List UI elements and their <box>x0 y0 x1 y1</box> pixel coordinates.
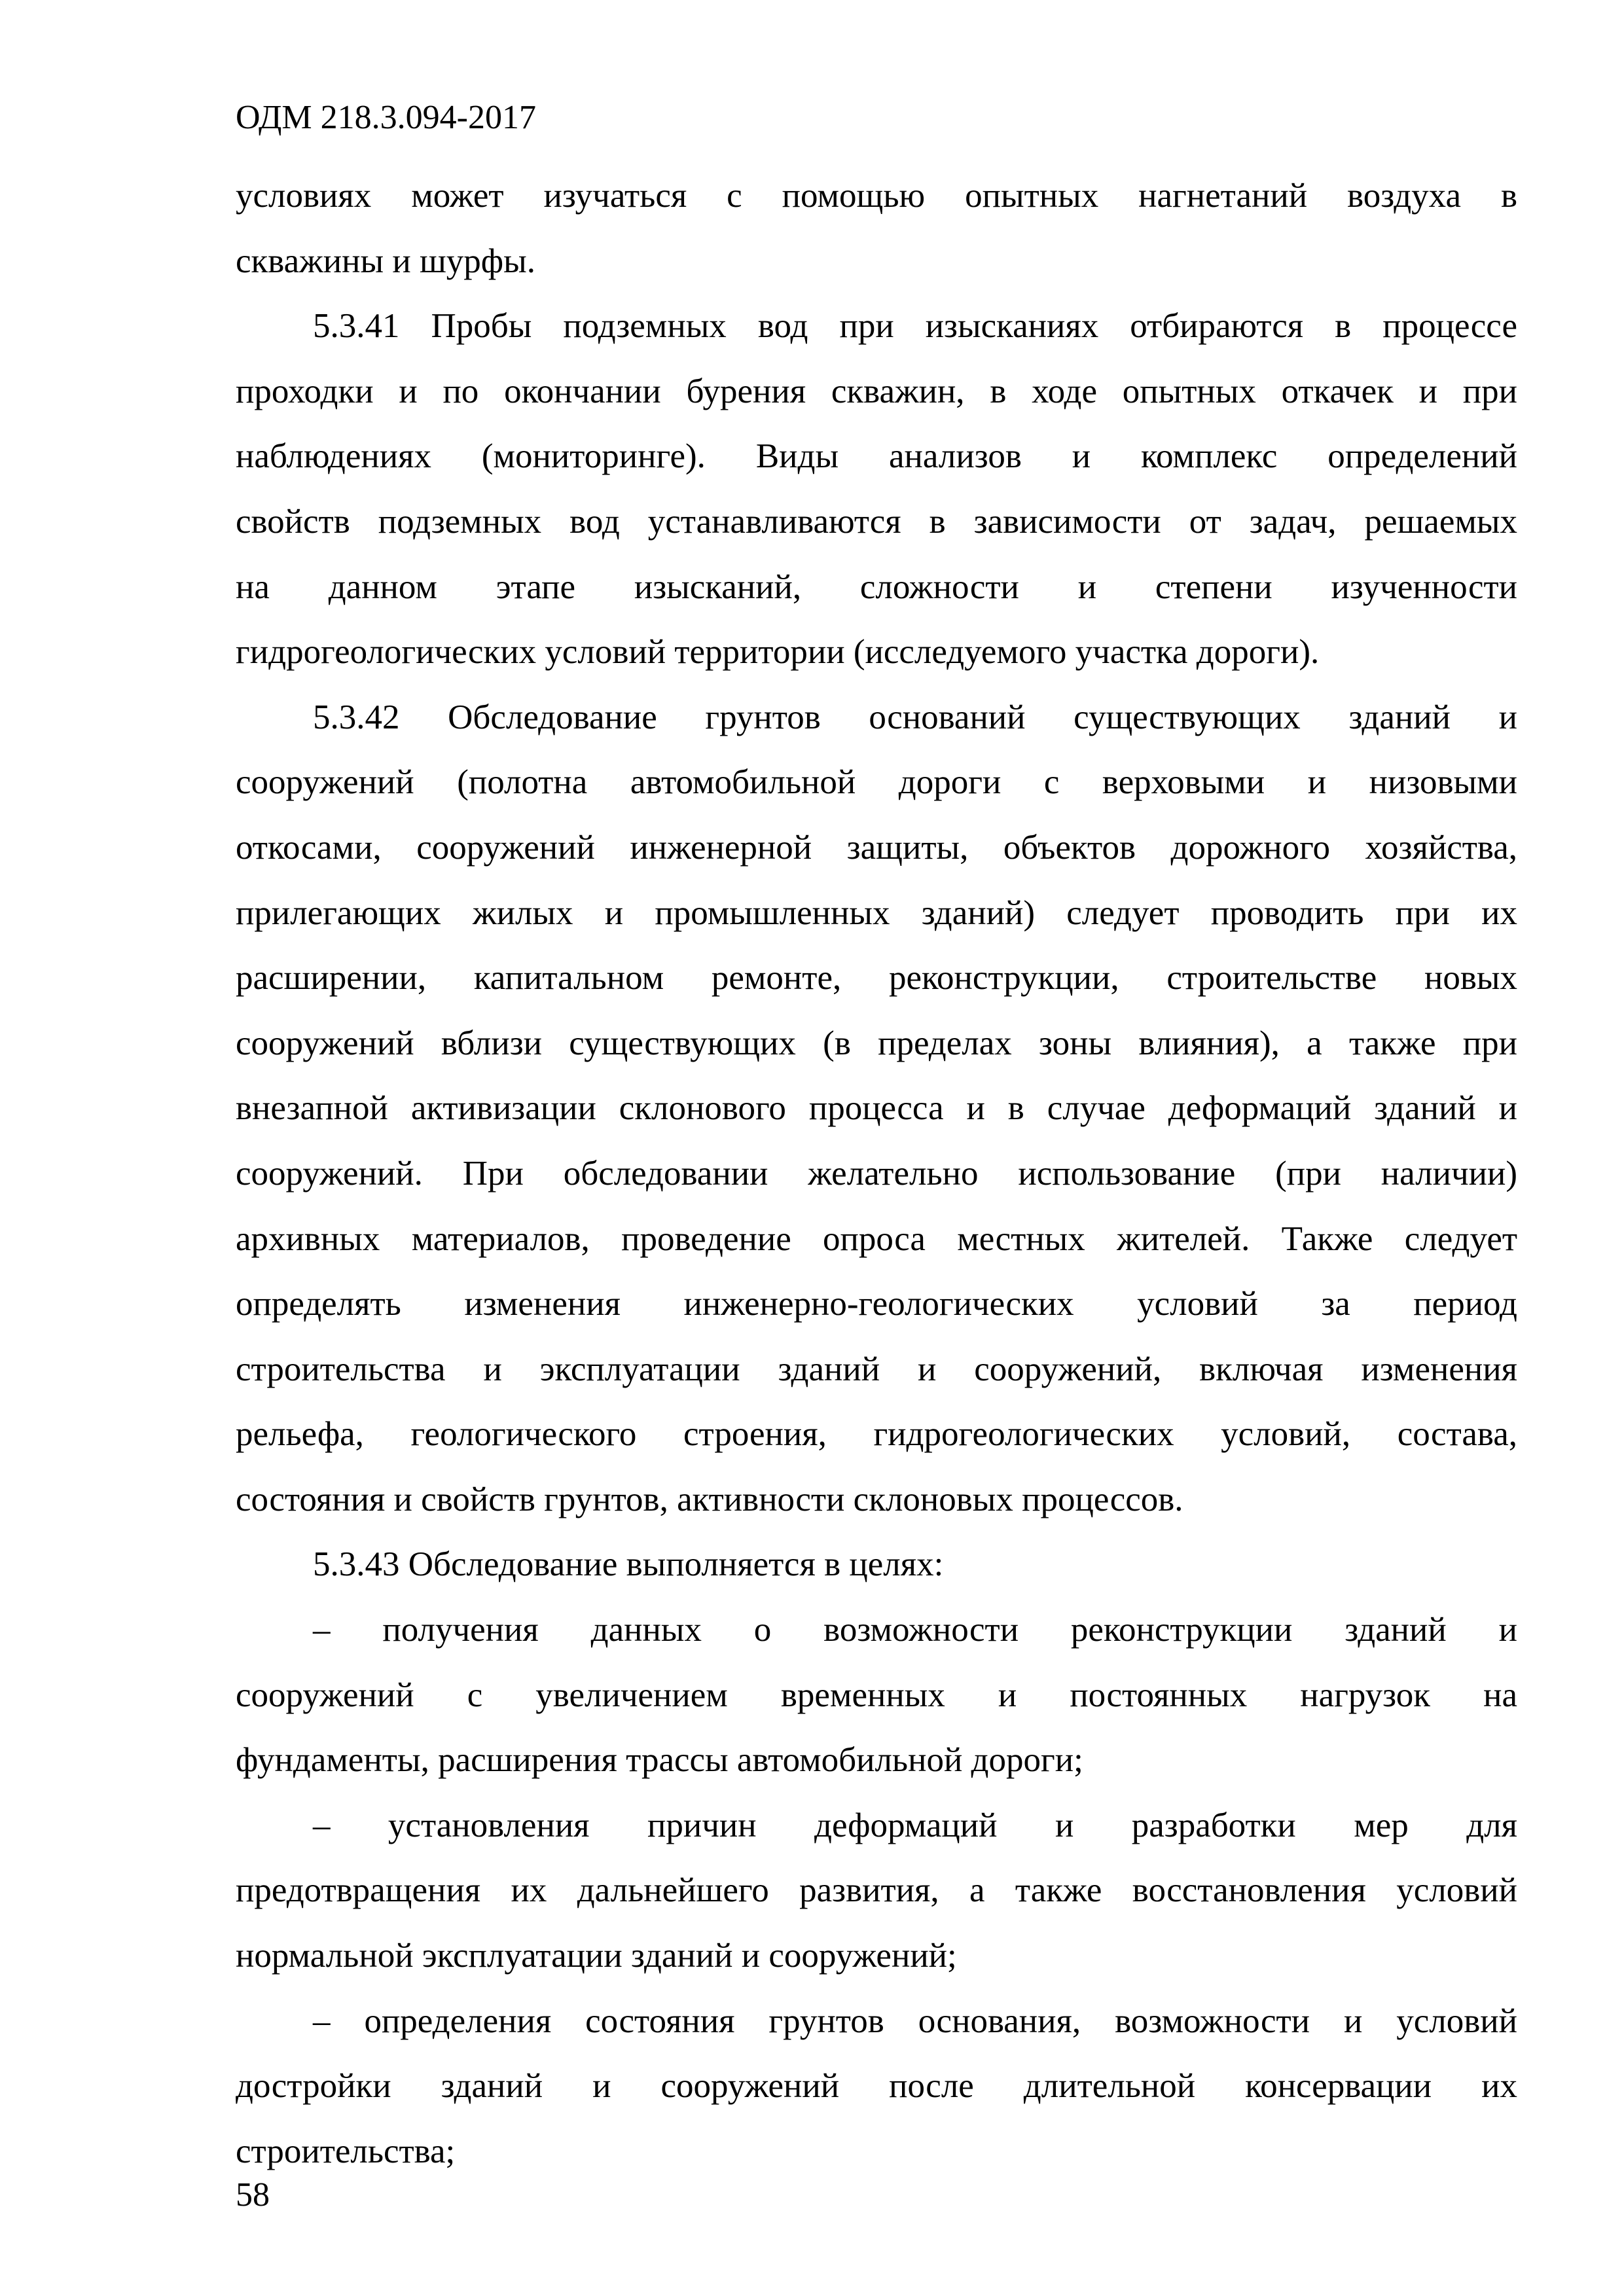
text-line: сооружений вблизи существующих (в пределах зоны влияния), а также при <box>236 1024 1517 1062</box>
text-line: сооружений с увеличением временных и постоянных нагрузок на <box>236 1676 1517 1714</box>
text-line: строительства; <box>236 2132 456 2170</box>
text-line: предотвращения их дальнейшего развития, а также восстановления условий <box>236 1871 1517 1910</box>
paragraph <box>236 685 1517 1533</box>
paragraph <box>236 1598 1517 1793</box>
text-line: фундаменты, расширения трассы автомобильной дороги; <box>236 1741 1083 1780</box>
text-line: архивных материалов, проведение опроса местных жителей. Также следует <box>236 1219 1517 1258</box>
text-line: – получения данных о возможности реконструкции зданий и <box>313 1611 1517 1649</box>
text-line: – определения состояния грунтов основания, возможности и условий <box>313 2001 1517 2040</box>
text-line: состояния и свойств грунтов, активности склоновых процессов. <box>236 1480 1183 1518</box>
text-line: откосами, сооружений инженерной защиты, объектов дорожного хозяйства, <box>236 828 1517 867</box>
page-number: 58 <box>236 2176 270 2214</box>
text-line: свойств подземных вод устанавливаются в зависимости от задач, решаемых <box>236 502 1517 541</box>
text-line: 5.3.43 Обследование выполняется в целях: <box>313 1545 944 1584</box>
text-line: расширении, капитальном ремонте, реконструкции, строительстве новых <box>236 959 1517 997</box>
text-line: сооружений. При обследовании желательно использование (при наличии) <box>236 1154 1517 1193</box>
text-line: наблюдениях (мониторинге). Виды анализов и комплекс определений <box>236 437 1517 476</box>
document-body <box>236 164 1517 2184</box>
paragraph <box>236 294 1517 685</box>
paragraph <box>236 164 1517 294</box>
text-line: достройки зданий и сооружений после длительной консервации их <box>236 2067 1517 2106</box>
text-line: рельефа, геологического строения, гидрогеологических условий, состава, <box>236 1415 1517 1454</box>
text-line: строительства и эксплуатации зданий и сооружений, включая изменения <box>236 1350 1517 1388</box>
paragraph <box>236 1532 1517 1598</box>
text-line: 5.3.41 Пробы подземных вод при изысканиях отбираются в процессе <box>313 307 1517 346</box>
text-line: 5.3.42 Обследование грунтов оснований существующих зданий и <box>313 698 1517 736</box>
document-code-header: ОДМ 218.3.094-2017 <box>236 99 536 136</box>
text-line: на данном этапе изысканий, сложности и степени изученности <box>236 567 1517 606</box>
text-line: условиях может изучаться с помощью опытных нагнетаний воздуха в <box>236 177 1517 215</box>
text-line: – установления причин деформаций и разработки мер для <box>313 1806 1517 1844</box>
text-line: нормальной эксплуатации зданий и сооружений; <box>236 1937 957 1975</box>
text-line: внезапной активизации склонового процесса и в случае деформаций зданий и <box>236 1089 1517 1128</box>
text-line: прилегающих жилых и промышленных зданий) следует проводить при их <box>236 893 1517 932</box>
text-line: скважины и шурфы. <box>236 242 535 280</box>
text-line: определять изменения инженерно-геологических условий за период <box>236 1285 1517 1323</box>
paragraph <box>236 1989 1517 2185</box>
paragraph <box>236 1793 1517 1989</box>
text-line: гидрогеологических условий территории (исследуемого участка дороги). <box>236 633 1320 672</box>
text-line: сооружений (полотна автомобильной дороги с верховыми и низовыми <box>236 763 1517 802</box>
text-line: проходки и по окончании бурения скважин, в ходе опытных откачек и при <box>236 372 1517 410</box>
